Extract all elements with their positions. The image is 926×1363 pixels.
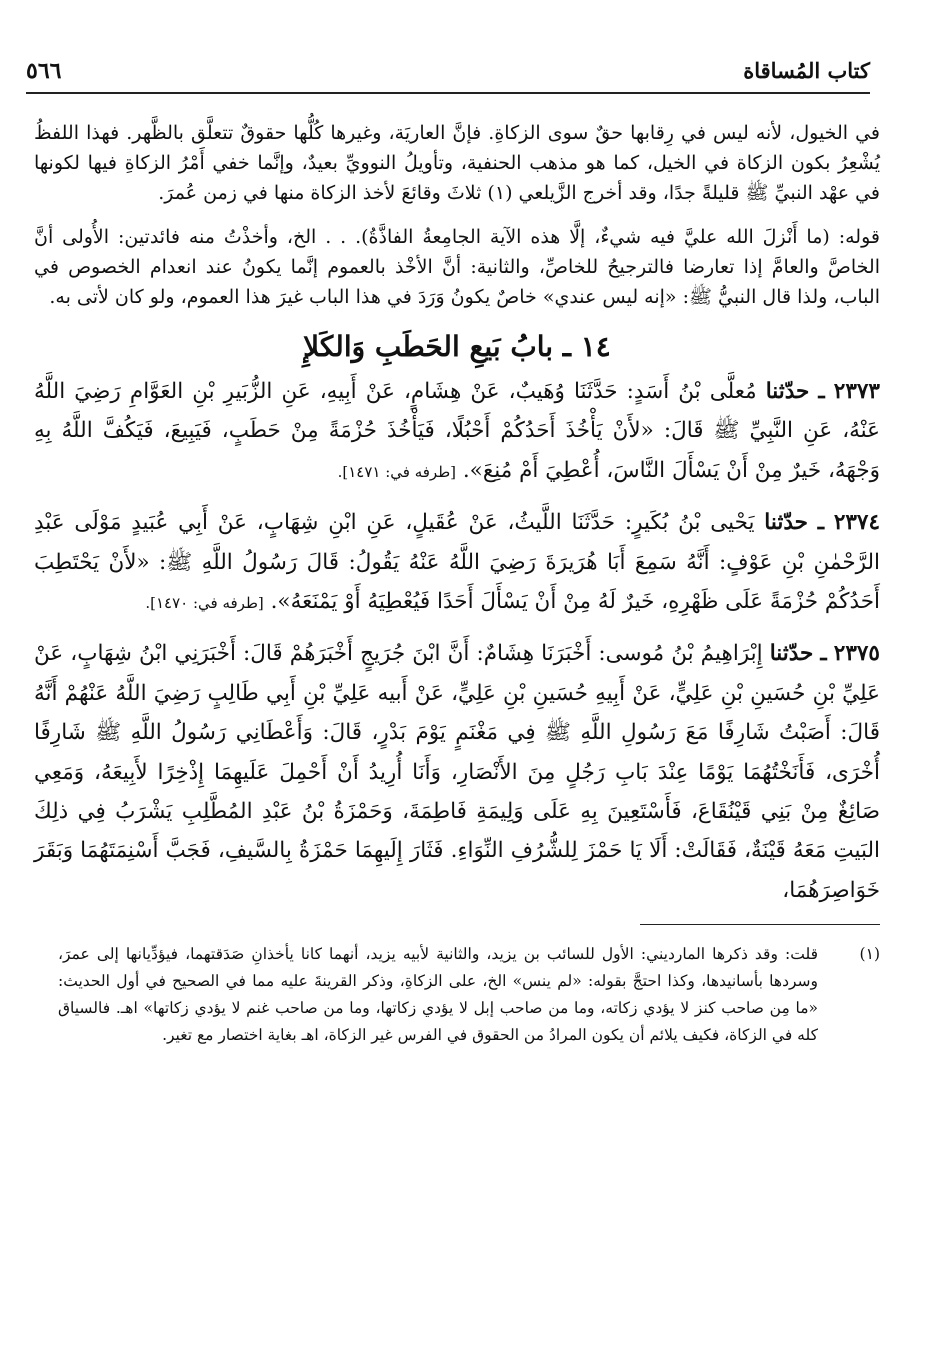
- header-rule: [26, 92, 870, 94]
- footnote-separator: [640, 924, 880, 925]
- page-header: [26, 58, 870, 92]
- haddathana-label: حدّثنا: [765, 379, 810, 404]
- hadith-number: ٢٣٧٣: [833, 379, 880, 404]
- hadith-2375: ٢٣٧٥ ـ حدّثنا إِبْرَاهِيمُ بْنُ مُوسى: أَخْبَرَنَا هِشَامٌ: أَنَّ ابْنَ جُرَيجٍ أَخْبَرَهُمْ قَالَ: أَخْبَرَنِي ابْنُ شِهَابٍ، عَنْ عَلِيِّ بْنِ حُسَينِ بْنِ عَلِيٍّ، عَنْ أَبِيهِ حُسَينِ بْنِ عَلِيٍّ، عَنْ أَبيه عَلِيِّ بْنِ أَبِي طَالِبٍ رَضِيَ اللَّهُ عَنْهُمْ أَنَّهُ قَالَ: أَصَبْتُ شَارِفًا مَعَ رَسُولِ اللَّهِ ﷺ فِي مَغْنَمٍ يَوْمَ بَدْرٍ، قَالَ: وَأَعْطَانِي رَسُولُ اللَّهِ ﷺ شَارِفًا أُخْرَى، فَأَنَخْتُهُمَا يَوْمًا عِنْدَ بَابِ رَجُلٍ مِنَ الأَنْصَارِ، وَأَنَا أُرِيدُ أَنْ أَحْمِلَ عَلَيهِمَا إِذْخِرًا لأَبِيعَهُ، وَمَعِي صَائِغٌ مِنْ بَنِي قَيْنُقَاعَ، فَأَسْتَعِينَ بِهِ عَلَى وَلِيمَةِ فَاطِمَةَ، وَحَمْزَةُ بْنُ عَبْدِ المُطَّلِبِ يَشْرَبُ فِي ذلِكَ البَيتِ مَعَهُ قَيْنَةٌ، فَقَالَتْ: أَلَا يَا حَمْزَ لِلشُّرُفِ النِّوَاءِ. فَثَارَ إِلَيهِمَا حَمْزَةُ بِالسَّيفِ، فَجَبَّ أَسْنِمَتَهُمَا وَبَقَرَ خَوَاصِرَهُمَا،: [34, 641, 880, 903]
- hadith-text: يَحْيى بْنُ بُكَيرٍ: حَدَّثَنَا اللَّيثُ، عَنْ عُقَيلٍ، عَنِ ابْنِ شِهَابٍ، عَنْ أَبِي عُبَيدٍ مَوْلَى عَبْدِ الرَّحْمٰنِ بْنِ عَوْفٍ: أَنَّهُ سَمِعَ أَبَا هُرَيرَةَ رَضِيَ اللَّهُ عَنْهُ يَقُولُ: قَالَ رَسُولُ اللَّهِ ﷺ: «لأَنْ يَحْتَطِبَ أَحَدُكُمْ حُزْمَةً عَلَى ظَهْرِهِ، خَيرٌ لَهُ مِنْ أَنْ يَسْأَلَ أَحَدًا فَيُعْطِيَهُ أَوْ يَمْنَعَهُ».: [34, 510, 880, 615]
- hadith-reference: [طرفه في: ١٤٧٠].: [145, 594, 264, 613]
- page-number: ٥٦٦: [26, 58, 62, 84]
- hadith-text: مُعلَّى بْنُ أَسَدٍ: حَدَّثَنَا وُهَيبٌ، عَنْ هِشَامٍ، عَنْ أَبِيهِ، عَنِ الزُّبَيرِ بْنِ العَوَّامِ رَضِيَ اللَّهُ عَنْهُ، عَنِ النَّبِيِّ ﷺ قَالَ: «لأَنْ يَأْخُذَ أَحَدُكُمْ أَحْبُلًا، فَيَأْخُذَ حُزْمَةً مِنْ حَطَبٍ، فَيَبِيعَ، فَيَكُفَّ اللَّهُ بِهِ وَجْهَهُ، خَيرٌ مِنْ أَنْ يَسْأَلَ النَّاسَ، أُعْطِيَ أَمْ مُنِعَ».: [34, 379, 880, 483]
- hadith-number: ٢٣٧٥: [833, 641, 880, 667]
- page-body: [34, 118, 880, 1049]
- hadith-2373: ٢٣٧٣ ـ حدّثنا مُعلَّى بْنُ أَسَدٍ: حَدَّثَنَا وُهَيبٌ، عَنْ هِشَامٍ، عَنْ أَبِيهِ، عَنِ الزُّبَيرِ بْنِ العَوَّامِ رَضِيَ اللَّهُ عَنْهُ، عَنِ النَّبِيِّ ﷺ قَالَ: «لأَنْ يَأْخُذَ أَحَدُكُمْ أَحْبُلًا، فَيَأْخُذَ حُزْمَةً مِنْ حَطَبٍ، فَيَبِيعَ، فَيَكُفَّ اللَّهُ بِهِ وَجْهَهُ، خَيرٌ مِنْ أَنْ يَسْأَلَ النَّاسَ، أُعْطِيَ أَمْ مُنِعَ». [طرفه في: ١٤٧١].: [34, 379, 880, 483]
- haddathana-label: حدّثنا: [769, 641, 814, 667]
- hadith-number: ٢٣٧٤: [833, 510, 881, 536]
- chapter-heading: ١٤ ـ بابُ بَيعِ الحَطَبِ وَالكَلإِ: [303, 330, 611, 363]
- book-title: كتاب المُساقاة: [743, 58, 870, 83]
- footnote-text: قلت: وقد ذكرها المارديني: الأول للسائب بن يزيد، والثانية لأبيه يزيد، أنهما كانا يأخذانِ صَدَقتهما، فيؤدِّيانها إلى عمرَ، وسردها بأسانيدها، وكذا احتجَّ بقوله: «لم ينس» الخ، على الزكاةِ، وذكر القرينةَ عليه مما في الصحيح في أول الحديث: «ما مِن صاحب كنز لا يؤدي زكاته، وما من صاحب إبل لا يؤدي زكاتها، وما من صاحب غنم لا يؤدي زكاتها» اهـ. فالسياق كله في الزكاة، فكيف يلائم أن يكون المرادُ من الحقوق في الفرس غير الزكاة، اهـ بغاية اختصار مع تغير.: [58, 945, 818, 1045]
- commentary-paragraph: في الخيول، لأنه ليس في رِقابها حقٌ سوى الزكاةِ. فإنَّ العاريَة، وغيرها كُلُّها حقوقٌ تتعلَّق بالظَّهر. فهذا اللفظُ يُشْعِرُ بكون الزكاة في الخيل، كما هو مذهب الحنفية، وتأويلُ النوويِّ بعيدٌ، وإنَّما خفي أَمْرُ الزكاةِ فيها لكونها في عهْد النبيِّ ﷺ قليلةً جدًا، وقد أخرج الزَّيلعي (١) ثلاثَ وقائعَ لأخذ الزكاة منها في زمن عُمرَ.: [34, 122, 880, 204]
- footnote-marker: (١): [859, 945, 880, 964]
- haddathana-label: حدّثنا: [764, 510, 808, 536]
- hadith-reference: [طرفه في: ١٤٧١].: [337, 462, 456, 481]
- footnote: [34, 941, 880, 1049]
- hadith-text: إِبْرَاهِيمُ بْنُ مُوسى: أَخْبَرَنَا هِشَامٌ: أَنَّ ابْنَ جُرَيجٍ أَخْبَرَهُمْ قَالَ: أَخْبَرَنِي ابْنُ شِهَابٍ، عَنْ عَلِيِّ بْنِ حُسَينِ بْنِ عَلِيٍّ، عَنْ أَبِيهِ حُسَينِ بْنِ عَلِيٍّ، عَنْ أَبيه عَلِيِّ بْنِ أَبِي طَالِبٍ رَضِيَ اللَّهُ عَنْهُمْ أَنَّهُ قَالَ: أَصَبْتُ شَارِفًا مَعَ رَسُولِ اللَّهِ ﷺ فِي مَغْنَمٍ يَوْمَ بَدْرٍ، قَالَ: وَأَعْطَانِي رَسُولُ اللَّهِ ﷺ شَارِفًا أُخْرَى، فَأَنَخْتُهُمَا يَوْمًا عِنْدَ بَابِ رَجُلٍ مِنَ الأَنْصَارِ، وَأَنَا أُرِيدُ أَنْ أَحْمِلَ عَلَيهِمَا إِذْخِرًا لأَبِيعَهُ، وَمَعِي صَائِغٌ مِنْ بَنِي قَيْنُقَاعَ، فَأَسْتَعِينَ بِهِ عَلَى وَلِيمَةِ فَاطِمَةَ، وَحَمْزَةُ بْنُ عَبْدِ المُطَّلِبِ يَشْرَبُ فِي ذلِكَ البَيتِ مَعَهُ قَيْنَةٌ، فَقَالَتْ: أَلَا يَا حَمْزَ لِلشُّرُفِ النِّوَاءِ. فَثَارَ إِلَيهِمَا حَمْزَةُ بِالسَّيفِ، فَجَبَّ أَسْنِمَتَهُمَا وَبَقَرَ خَوَاصِرَهُمَا،: [34, 641, 880, 903]
- commentary-paragraph: قوله: (ما أَنْزلَ الله عليَّ فيه شيءٌ، إلَّا هذه الآية الجامِعةُ الفاذَّةُ). . . الخ، وأخذْتُ منه فائدتين: الأُولى أنَّ الخاصَّ والعامَّ إذا تعارضا فالترجيحُ للخاصِّ، والثانية: أنَّ الأخْذ بالعموم إنَّما يكونُ عند انعدام الخصوص في الباب، ولذا قال النبيُّ ﷺ: «إنه ليس عندي» خاصٌ يكونُ وَرَدَ في هذا الباب غيرَ هذا العموم، ولو كان لأتى به.: [34, 226, 880, 308]
- hadith-2374: ٢٣٧٤ ـ حدّثنا يَحْيى بْنُ بُكَيرٍ: حَدَّثَنَا اللَّيثُ، عَنْ عُقَيلٍ، عَنِ ابْنِ شِهَابٍ، عَنْ أَبِي عُبَيدٍ مَوْلَى عَبْدِ الرَّحْمٰنِ بْنِ عَوْفٍ: أَنَّهُ سَمِعَ أَبَا هُرَيرَةَ رَضِيَ اللَّهُ عَنْهُ يَقُولُ: قَالَ رَسُولُ اللَّهِ ﷺ: «لأَنْ يَحْتَطِبَ أَحَدُكُمْ حُزْمَةً عَلَى ظَهْرِهِ، خَيرٌ لَهُ مِنْ أَنْ يَسْأَلَ أَحَدًا فَيُعْطِيَهُ أَوْ يَمْنَعَهُ». [طرفه في: ١٤٧٠].: [34, 510, 881, 615]
